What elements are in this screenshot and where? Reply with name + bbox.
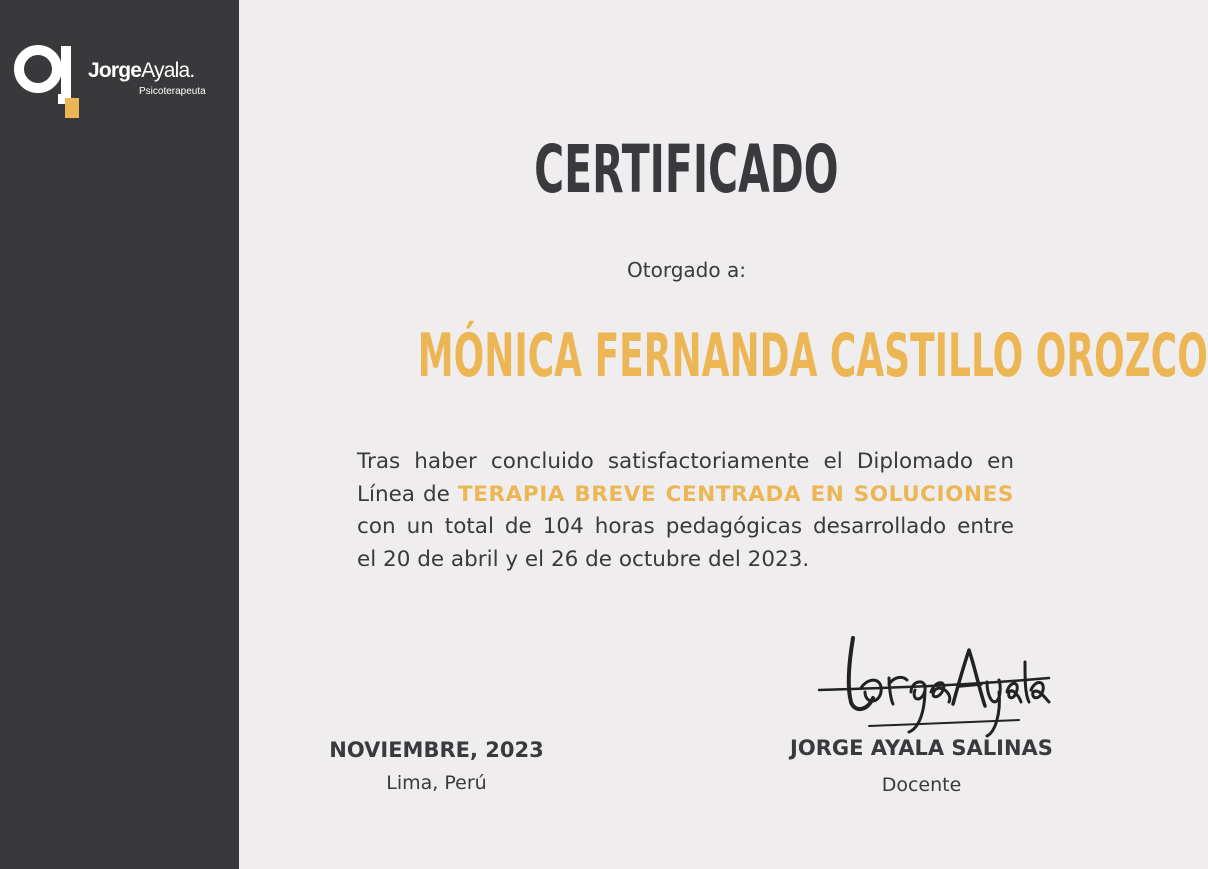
issue-date: NOVIEMBRE, 2023 <box>329 738 544 762</box>
issue-place: Lima, Perú <box>386 772 487 794</box>
awarded-to-label: Otorgado a: <box>627 258 746 282</box>
certificate-body <box>239 0 1208 869</box>
description-line-3: con un total de 104 horas pedagógicas desarrollado entre <box>357 514 1014 539</box>
description-line-2 <box>357 479 1014 512</box>
program-name: TERAPIA BREVE CENTRADA EN SOLUCIONES <box>457 481 1014 507</box>
issue-date-block <box>319 738 554 794</box>
signer-name: JORGE AYALA SALINAS <box>790 736 1053 760</box>
certificate-description <box>357 446 1014 576</box>
handwritten-signature-icon <box>819 632 1049 742</box>
sidebar-panel <box>0 0 239 869</box>
brand-last-name: Ayala. <box>141 59 195 82</box>
recipient-name: MÓNICA FERNANDA CASTILLO OROZCO <box>417 321 1208 391</box>
certificate-title: CERTIFICADO <box>534 131 839 208</box>
brand-name <box>88 60 194 81</box>
description-line-1: Tras haber concluido satisfactoriamente el Diplomado en <box>357 449 1014 474</box>
brand-subtitle: Psicoterapeuta <box>139 86 206 97</box>
brand-logo-mark-icon <box>14 42 86 120</box>
description-line-4: el 20 de abril y el 26 de octubre del 2023. <box>357 546 810 572</box>
description-line-2-prefix: Línea de <box>357 481 450 507</box>
brand-first-name: Jorge <box>88 59 142 82</box>
signer-role: Docente <box>881 774 962 796</box>
brand-logo <box>14 42 224 122</box>
